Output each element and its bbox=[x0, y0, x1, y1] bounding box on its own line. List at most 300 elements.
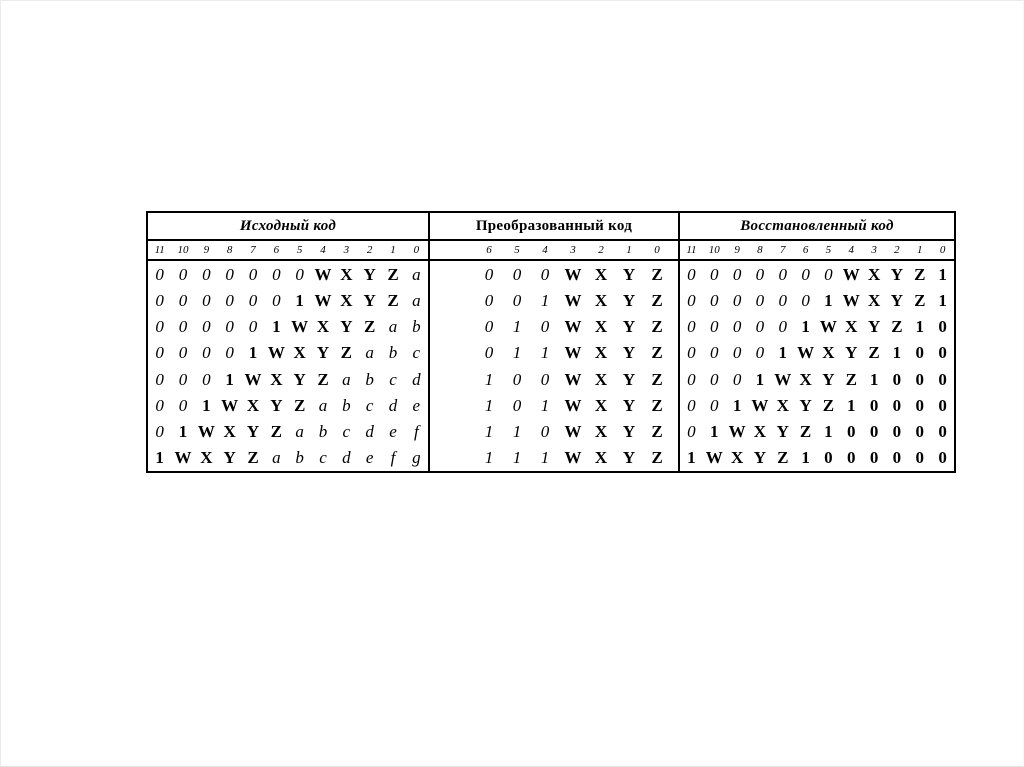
code-cell: Z bbox=[317, 369, 329, 389]
code-cell: W bbox=[774, 369, 792, 389]
code-cell: b bbox=[365, 369, 374, 389]
code-row bbox=[430, 314, 678, 340]
code-cell: X bbox=[776, 395, 789, 415]
code-cell: Y bbox=[890, 264, 904, 284]
bit-index-label: 3 bbox=[871, 244, 877, 256]
code-cell: Y bbox=[890, 290, 904, 310]
section-title-source: Исходный код bbox=[148, 213, 428, 241]
code-cell: 0 bbox=[869, 395, 879, 415]
code-cell: d bbox=[388, 395, 398, 415]
code-cell: 0 bbox=[801, 264, 810, 284]
code-cell: Y bbox=[340, 317, 353, 337]
code-cell: 1 bbox=[915, 317, 924, 337]
code-row bbox=[680, 419, 954, 445]
code-cell: 1 bbox=[512, 448, 522, 468]
code-cell: Z bbox=[914, 264, 926, 284]
bit-index-label: 0 bbox=[939, 244, 946, 256]
code-cell: 0 bbox=[178, 317, 188, 337]
code-cell: Y bbox=[270, 395, 283, 415]
section-title-transformed: Преобразованный код bbox=[430, 213, 678, 241]
code-cell: 0 bbox=[202, 369, 211, 389]
code-cell: Z bbox=[247, 448, 259, 468]
code-cell: 1 bbox=[484, 369, 494, 389]
code-cell: X bbox=[200, 448, 213, 468]
code-transformation-table bbox=[146, 211, 956, 473]
code-cell: W bbox=[842, 264, 860, 284]
code-cell: 0 bbox=[484, 317, 494, 337]
code-row bbox=[148, 366, 428, 392]
code-cell: W bbox=[564, 369, 582, 389]
code-cell: 0 bbox=[732, 290, 742, 310]
code-cell: 0 bbox=[540, 264, 550, 284]
code-cell: Z bbox=[799, 422, 812, 442]
code-cell: 0 bbox=[178, 290, 188, 310]
code-cell: a bbox=[318, 395, 328, 415]
code-cell: Y bbox=[799, 395, 812, 415]
code-cell: d bbox=[342, 448, 351, 468]
code-cell: 0 bbox=[915, 422, 924, 442]
code-cell: 0 bbox=[272, 290, 281, 310]
code-cell: Y bbox=[622, 317, 636, 337]
bit-index-label: 2 bbox=[366, 244, 373, 256]
bit-index-label: 7 bbox=[779, 244, 786, 256]
code-cell: Y bbox=[622, 264, 636, 284]
code-cell: Y bbox=[753, 448, 767, 468]
code-cell: X bbox=[867, 290, 881, 310]
code-cell: Z bbox=[651, 369, 663, 389]
bit-index-label: 5 bbox=[825, 244, 832, 256]
bit-index-label: 3 bbox=[343, 244, 350, 256]
code-cell: 1 bbox=[824, 422, 833, 442]
code-cell: 0 bbox=[540, 317, 550, 337]
code-cell: 1 bbox=[540, 343, 550, 363]
code-row bbox=[680, 445, 954, 471]
code-cell: 0 bbox=[732, 369, 742, 389]
code-row bbox=[430, 340, 678, 366]
code-cell: 0 bbox=[824, 448, 833, 468]
code-cell: a bbox=[342, 369, 351, 389]
code-cell: 1 bbox=[484, 395, 494, 415]
code-cell: W bbox=[267, 343, 285, 363]
code-cell: 0 bbox=[687, 395, 696, 415]
code-cell: 0 bbox=[178, 395, 188, 415]
code-cell: 1 bbox=[540, 448, 550, 468]
code-cell: 0 bbox=[178, 369, 188, 389]
code-cell: W bbox=[314, 290, 332, 310]
code-cell: Z bbox=[270, 422, 282, 442]
code-cell: W bbox=[564, 264, 582, 284]
code-cell: 1 bbox=[687, 448, 696, 468]
bit-index-label: 11 bbox=[154, 244, 165, 256]
bit-index-label: 6 bbox=[802, 244, 809, 256]
code-cell: 0 bbox=[732, 343, 742, 363]
bit-index-label: 4 bbox=[320, 244, 326, 256]
code-cell: X bbox=[340, 264, 353, 284]
code-cell: Z bbox=[651, 448, 663, 468]
bit-index-label: 10 bbox=[177, 244, 189, 256]
code-cell: 1 bbox=[484, 422, 494, 442]
code-cell: 0 bbox=[755, 317, 765, 337]
code-cell: 1 bbox=[272, 317, 281, 337]
code-cell: d bbox=[412, 369, 421, 389]
code-cell: Y bbox=[223, 448, 236, 468]
code-cell: W bbox=[797, 343, 815, 363]
code-cell: a bbox=[388, 317, 398, 337]
code-cell: X bbox=[223, 422, 236, 442]
code-cell: 0 bbox=[709, 369, 719, 389]
code-cell: Y bbox=[622, 448, 636, 468]
code-cell: 0 bbox=[484, 290, 494, 310]
code-cell: 1 bbox=[938, 290, 947, 310]
code-cell: W bbox=[564, 395, 582, 415]
code-cell: 0 bbox=[155, 395, 164, 415]
code-cell: 0 bbox=[938, 422, 947, 442]
code-cell: 0 bbox=[155, 422, 164, 442]
bit-index-label: 4 bbox=[848, 244, 854, 256]
code-cell: 0 bbox=[202, 317, 211, 337]
code-cell: W bbox=[819, 317, 837, 337]
code-cell: Z bbox=[651, 290, 663, 310]
code-cell: 1 bbox=[540, 290, 550, 310]
bit-index-label: 1 bbox=[390, 244, 396, 256]
bit-index-label: 5 bbox=[296, 244, 303, 256]
code-cell: 1 bbox=[778, 343, 787, 363]
code-cell: 1 bbox=[892, 343, 902, 363]
code-cell: 1 bbox=[755, 369, 765, 389]
code-cell: Y bbox=[845, 343, 858, 363]
code-cell: 0 bbox=[915, 343, 924, 363]
code-cell: Z bbox=[387, 264, 399, 284]
bit-index-label: 3 bbox=[570, 244, 576, 256]
code-cell: 1 bbox=[801, 448, 810, 468]
code-cell: 0 bbox=[202, 264, 211, 284]
code-cell: Z bbox=[777, 448, 789, 468]
code-cell: W bbox=[705, 448, 723, 468]
bit-index-label: 7 bbox=[250, 244, 256, 256]
code-cell: Y bbox=[867, 317, 881, 337]
code-cell: 0 bbox=[778, 290, 787, 310]
code-cell: Z bbox=[363, 317, 376, 337]
bit-index-label: 8 bbox=[226, 244, 233, 256]
code-cell: 0 bbox=[512, 395, 522, 415]
code-cell: c bbox=[342, 422, 351, 442]
code-cell: 0 bbox=[755, 290, 765, 310]
code-cell: 1 bbox=[484, 448, 494, 468]
code-cell: W bbox=[174, 448, 192, 468]
bit-index-label: 1 bbox=[916, 244, 923, 256]
code-cell: W bbox=[564, 448, 582, 468]
code-cell: 1 bbox=[512, 422, 522, 442]
code-cell: b bbox=[318, 422, 328, 442]
code-cell: X bbox=[845, 317, 858, 337]
code-cell: Z bbox=[651, 343, 663, 363]
code-cell: b bbox=[295, 448, 304, 468]
code-cell: b bbox=[342, 395, 351, 415]
code-cell: 0 bbox=[938, 369, 947, 389]
code-cell: Y bbox=[316, 343, 330, 363]
code-cell: X bbox=[867, 264, 881, 284]
code-cell: 1 bbox=[801, 317, 810, 337]
code-cell: X bbox=[594, 448, 608, 468]
code-row bbox=[148, 419, 428, 445]
code-cell: f bbox=[390, 448, 396, 468]
code-cell: Z bbox=[651, 395, 663, 415]
code-cell: 0 bbox=[687, 369, 696, 389]
code-cell: b bbox=[412, 317, 421, 337]
bit-index-label: 4 bbox=[542, 244, 548, 256]
code-cell: 0 bbox=[155, 343, 164, 363]
code-row bbox=[430, 287, 678, 313]
code-row bbox=[430, 419, 678, 445]
code-cell: Z bbox=[868, 343, 880, 363]
code-row bbox=[680, 261, 954, 287]
code-cell: 1 bbox=[709, 422, 719, 442]
code-cell: 0 bbox=[178, 264, 188, 284]
code-cell: 1 bbox=[178, 422, 188, 442]
bit-index-row bbox=[680, 241, 954, 261]
code-cell: X bbox=[822, 343, 835, 363]
code-cell: Y bbox=[822, 369, 835, 389]
code-cell: 0 bbox=[915, 395, 924, 415]
code-cell: 1 bbox=[938, 264, 947, 284]
code-cell: 0 bbox=[709, 290, 719, 310]
code-cell: 0 bbox=[778, 264, 787, 284]
code-cell: 0 bbox=[178, 343, 188, 363]
code-row bbox=[148, 445, 428, 471]
code-cell: X bbox=[246, 395, 260, 415]
code-cell: f bbox=[413, 422, 419, 442]
code-cell: Y bbox=[622, 422, 636, 442]
code-rows bbox=[430, 261, 678, 471]
code-cell: Z bbox=[340, 343, 352, 363]
code-cell: X bbox=[730, 448, 744, 468]
code-cell: a bbox=[412, 264, 421, 284]
code-cell: X bbox=[753, 422, 767, 442]
bit-index-label: 9 bbox=[203, 244, 210, 256]
code-cell: c bbox=[412, 343, 421, 363]
code-cell: 0 bbox=[801, 290, 810, 310]
bit-index-label: 0 bbox=[654, 244, 660, 256]
code-cell: 0 bbox=[732, 317, 742, 337]
code-cell: 0 bbox=[155, 317, 164, 337]
code-cell: 0 bbox=[202, 343, 211, 363]
bit-index-label: 2 bbox=[598, 244, 604, 256]
code-cell: 0 bbox=[687, 290, 696, 310]
code-cell: 0 bbox=[938, 448, 947, 468]
code-cell: 1 bbox=[248, 343, 258, 363]
code-cell: Y bbox=[622, 290, 636, 310]
code-cell: c bbox=[319, 448, 327, 468]
code-cell: W bbox=[728, 422, 746, 442]
code-row bbox=[148, 287, 428, 313]
code-cell: 1 bbox=[512, 317, 522, 337]
bit-index-label: 11 bbox=[686, 244, 697, 256]
code-cell: 0 bbox=[938, 395, 947, 415]
code-cell: 0 bbox=[824, 264, 833, 284]
code-cell: W bbox=[197, 422, 215, 442]
code-cell: 0 bbox=[512, 290, 522, 310]
code-cell: d bbox=[365, 422, 374, 442]
code-cell: 0 bbox=[869, 422, 879, 442]
code-cell: W bbox=[564, 290, 582, 310]
code-cell: 0 bbox=[892, 448, 902, 468]
code-cell: Z bbox=[891, 317, 903, 337]
code-cell: e bbox=[389, 422, 397, 442]
code-cell: 0 bbox=[540, 422, 550, 442]
section-transformed-code bbox=[428, 213, 678, 471]
bit-index-label: 0 bbox=[413, 244, 420, 256]
code-cell: 0 bbox=[755, 264, 765, 284]
code-cell: 0 bbox=[915, 369, 924, 389]
code-cell: 0 bbox=[709, 317, 719, 337]
code-cell: 1 bbox=[512, 343, 522, 363]
code-row bbox=[148, 314, 428, 340]
code-cell: 0 bbox=[155, 290, 164, 310]
code-row bbox=[430, 392, 678, 418]
code-cell: W bbox=[751, 395, 769, 415]
code-cell: Z bbox=[387, 290, 399, 310]
code-row bbox=[148, 340, 428, 366]
code-cell: X bbox=[594, 395, 608, 415]
code-cell: Y bbox=[363, 290, 376, 310]
code-cell: 1 bbox=[155, 448, 164, 468]
code-cell: a bbox=[272, 448, 281, 468]
code-cell: Z bbox=[651, 317, 663, 337]
code-cell: 1 bbox=[225, 369, 234, 389]
code-cell: X bbox=[594, 290, 608, 310]
code-row bbox=[680, 366, 954, 392]
code-row bbox=[430, 445, 678, 471]
section-restored-code bbox=[678, 213, 954, 471]
bit-index-label: 10 bbox=[708, 244, 720, 256]
code-cell: 0 bbox=[248, 317, 258, 337]
code-cell: Z bbox=[845, 369, 857, 389]
code-cell: W bbox=[564, 317, 582, 337]
code-cell: 0 bbox=[687, 264, 696, 284]
code-cell: 0 bbox=[225, 343, 234, 363]
code-cell: c bbox=[365, 395, 374, 415]
code-cell: b bbox=[388, 343, 398, 363]
code-cell: 0 bbox=[938, 317, 947, 337]
code-row bbox=[680, 340, 954, 366]
code-row bbox=[430, 366, 678, 392]
code-cell: X bbox=[594, 422, 608, 442]
code-cell: W bbox=[314, 264, 332, 284]
code-cell: X bbox=[316, 317, 330, 337]
code-cell: 0 bbox=[272, 264, 281, 284]
code-cell: 0 bbox=[484, 264, 494, 284]
code-cell: 1 bbox=[202, 395, 211, 415]
code-cell: 1 bbox=[295, 290, 304, 310]
bit-index-row bbox=[430, 241, 678, 261]
bit-index-label: 5 bbox=[514, 244, 520, 256]
bit-index-label: 2 bbox=[894, 244, 900, 256]
code-cell: W bbox=[244, 369, 262, 389]
code-cell: 1 bbox=[824, 290, 833, 310]
code-row bbox=[680, 392, 954, 418]
code-cell: g bbox=[412, 448, 421, 468]
code-cell: W bbox=[291, 317, 309, 337]
code-cell: 0 bbox=[295, 264, 304, 284]
code-cell: 0 bbox=[225, 290, 234, 310]
code-cell: X bbox=[594, 343, 608, 363]
code-cell: 0 bbox=[915, 448, 924, 468]
code-cell: 0 bbox=[938, 343, 947, 363]
code-row bbox=[148, 261, 428, 287]
code-cell: X bbox=[340, 290, 353, 310]
bit-index-row bbox=[148, 241, 428, 261]
code-cell: Y bbox=[246, 422, 260, 442]
code-cell: W bbox=[564, 422, 582, 442]
code-cell: 0 bbox=[248, 290, 258, 310]
bit-index-label: 9 bbox=[734, 244, 740, 256]
code-cell: 0 bbox=[846, 448, 856, 468]
code-cell: 0 bbox=[687, 343, 696, 363]
code-cell: W bbox=[221, 395, 239, 415]
code-cell: W bbox=[842, 290, 860, 310]
code-cell: a bbox=[365, 343, 374, 363]
code-cell: W bbox=[564, 343, 582, 363]
code-cell: 0 bbox=[755, 343, 765, 363]
code-cell: 1 bbox=[732, 395, 742, 415]
code-cell: 0 bbox=[892, 369, 902, 389]
code-row bbox=[680, 287, 954, 313]
code-cell: 0 bbox=[778, 317, 787, 337]
code-cell: Z bbox=[822, 395, 835, 415]
code-cell: 0 bbox=[248, 264, 258, 284]
code-cell: X bbox=[270, 369, 283, 389]
bit-index-label: 1 bbox=[626, 244, 632, 256]
code-cell: 0 bbox=[484, 343, 494, 363]
code-cell: Y bbox=[363, 264, 376, 284]
code-cell: e bbox=[412, 395, 421, 415]
bit-index-label: 6 bbox=[486, 244, 492, 256]
code-cell: Y bbox=[622, 369, 636, 389]
code-cell: X bbox=[594, 317, 608, 337]
section-source-code bbox=[148, 213, 428, 471]
code-cell: 0 bbox=[155, 264, 164, 284]
code-cell: Z bbox=[914, 290, 926, 310]
code-cell: 0 bbox=[709, 264, 719, 284]
code-cell: 0 bbox=[155, 369, 164, 389]
code-cell: Z bbox=[293, 395, 306, 415]
section-title-restored: Восстановленный код bbox=[680, 213, 954, 241]
code-rows bbox=[680, 261, 954, 471]
code-cell: c bbox=[389, 369, 397, 389]
code-cell: 0 bbox=[892, 395, 902, 415]
bit-index-label: 6 bbox=[273, 244, 280, 256]
code-cell: 0 bbox=[687, 422, 696, 442]
code-cell: e bbox=[365, 448, 374, 468]
code-cell: X bbox=[799, 369, 812, 389]
code-cell: X bbox=[594, 369, 608, 389]
code-cell: Y bbox=[293, 369, 306, 389]
code-cell: 0 bbox=[869, 448, 879, 468]
code-cell: 1 bbox=[846, 395, 856, 415]
code-row bbox=[680, 314, 954, 340]
code-cell: Z bbox=[651, 264, 663, 284]
code-cell: Z bbox=[651, 422, 663, 442]
code-cell: 0 bbox=[709, 343, 719, 363]
code-cell: a bbox=[412, 290, 421, 310]
code-cell: 0 bbox=[709, 395, 719, 415]
code-row bbox=[148, 392, 428, 418]
code-cell: 0 bbox=[846, 422, 856, 442]
code-cell: 0 bbox=[225, 317, 234, 337]
code-cell: a bbox=[295, 422, 304, 442]
code-cell: 0 bbox=[202, 290, 211, 310]
code-cell: 0 bbox=[892, 422, 902, 442]
